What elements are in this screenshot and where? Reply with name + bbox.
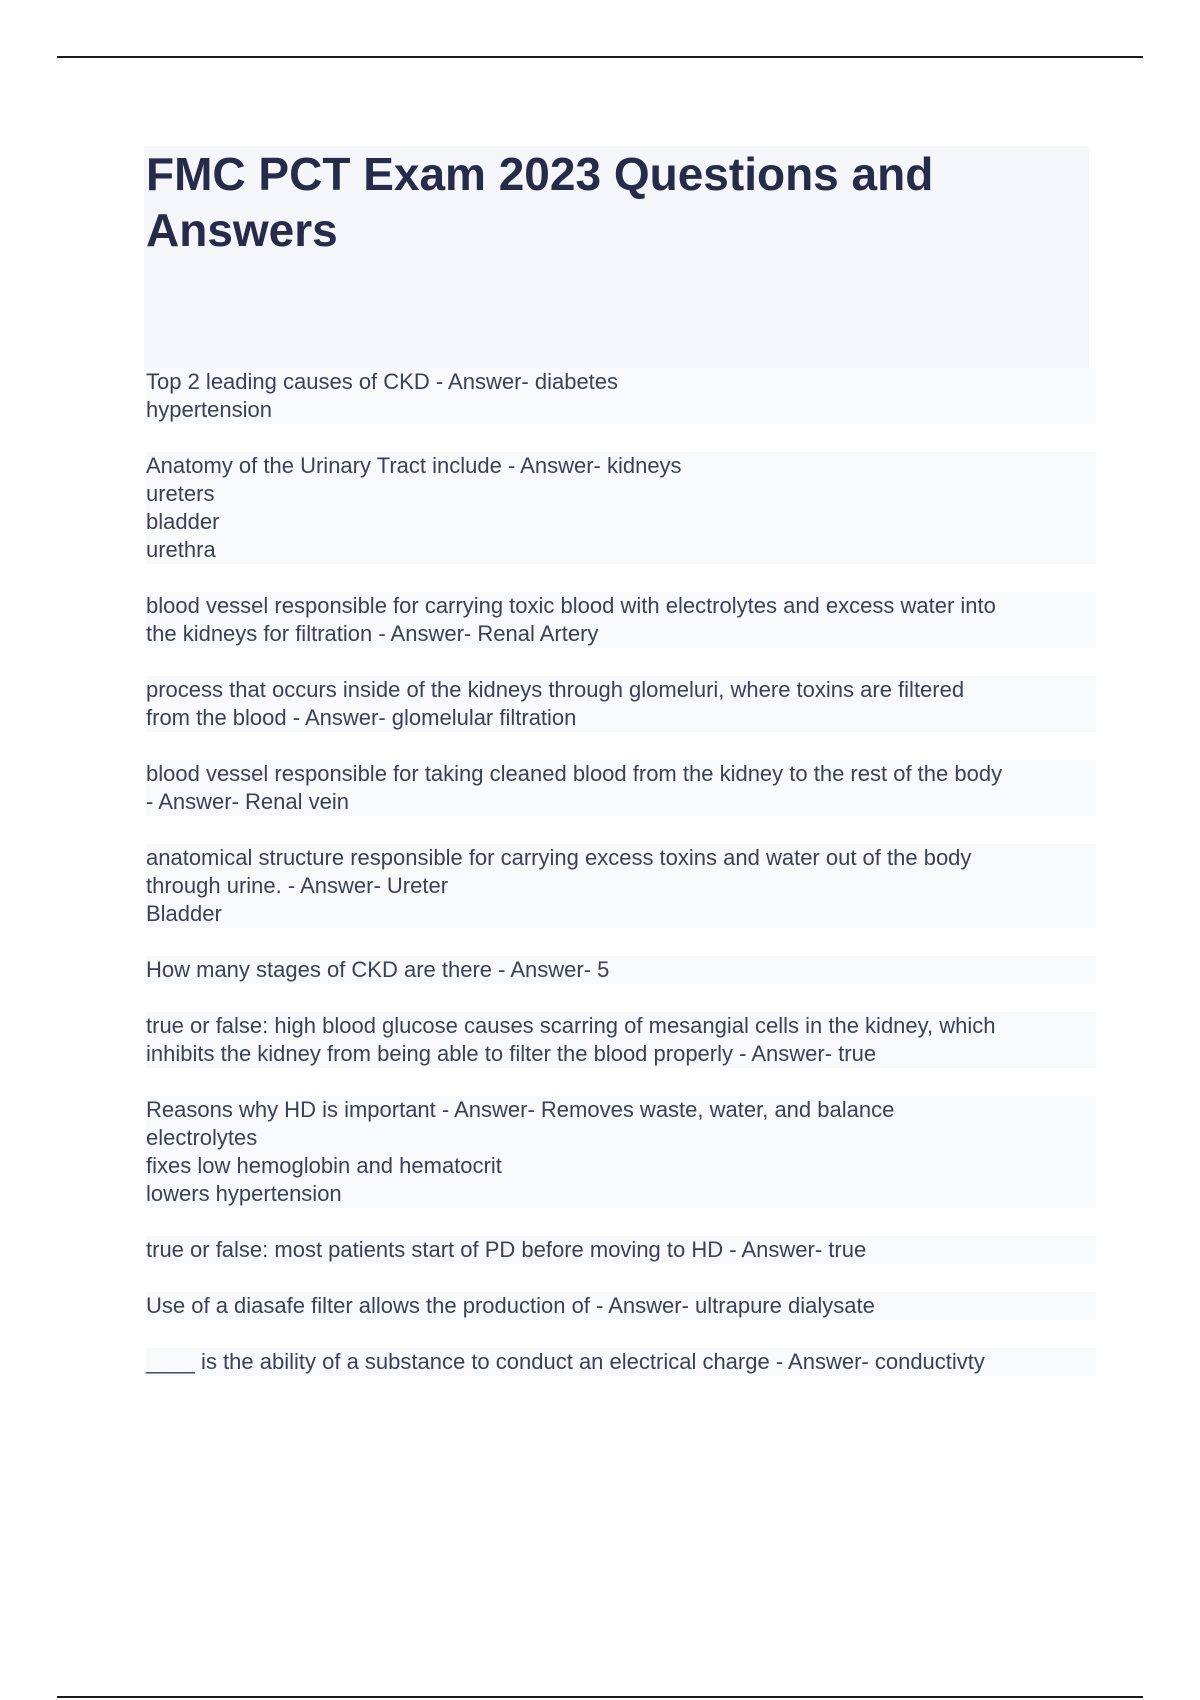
qa-item <box>146 1292 1096 1320</box>
bottom-divider <box>57 1696 1143 1698</box>
qa-line: Reasons why HD is important - Answer- Removes waste, water, and balance <box>146 1096 1096 1124</box>
qa-item <box>146 592 1096 648</box>
qa-item <box>146 1096 1096 1208</box>
qa-line: How many stages of CKD are there - Answer- 5 <box>146 956 1096 984</box>
qa-item <box>146 844 1096 928</box>
qa-line: blood vessel responsible for carrying toxic blood with electrolytes and excess water into <box>146 592 1096 620</box>
document-title: FMC PCT Exam 2023 Questions and Answers <box>146 148 934 256</box>
qa-line: true or false: high blood glucose causes scarring of mesangial cells in the kidney, which <box>146 1012 1096 1040</box>
qa-line: the kidneys for filtration - Answer- Renal Artery <box>146 620 1096 648</box>
qa-line: blood vessel responsible for taking cleaned blood from the kidney to the rest of the body <box>146 760 1096 788</box>
qa-item <box>146 760 1096 816</box>
qa-line: fixes low hemoglobin and hematocrit <box>146 1152 1096 1180</box>
qa-item <box>146 1236 1096 1264</box>
qa-item <box>146 1348 1096 1376</box>
qa-line: urethra <box>146 536 1096 564</box>
qa-line: true or false: most patients start of PD before moving to HD - Answer- true <box>146 1236 1096 1264</box>
qa-item <box>146 956 1096 984</box>
qa-item <box>146 1012 1096 1068</box>
qa-line: - Answer- Renal vein <box>146 788 1096 816</box>
qa-line: inhibits the kidney from being able to filter the blood properly - Answer- true <box>146 1040 1096 1068</box>
qa-line: Use of a diasafe filter allows the production of - Answer- ultrapure dialysate <box>146 1292 1096 1320</box>
top-divider <box>57 56 1143 58</box>
qa-line: ureters <box>146 480 1096 508</box>
qa-line: Bladder <box>146 900 1096 928</box>
qa-line: hypertension <box>146 396 1096 424</box>
qa-line: through urine. - Answer- Ureter <box>146 872 1096 900</box>
qa-item <box>146 452 1096 564</box>
qa-line: from the blood - Answer- glomelular filtration <box>146 704 1096 732</box>
qa-item <box>146 368 1096 424</box>
qa-item <box>146 676 1096 732</box>
qa-line: lowers hypertension <box>146 1180 1096 1208</box>
qa-line: Top 2 leading causes of CKD - Answer- diabetes <box>146 368 1096 396</box>
qa-line: anatomical structure responsible for carrying excess toxins and water out of the body <box>146 844 1096 872</box>
qa-line: electrolytes <box>146 1124 1096 1152</box>
qa-line: bladder <box>146 508 1096 536</box>
qa-list <box>146 368 1096 1404</box>
qa-line: Anatomy of the Urinary Tract include - Answer- kidneys <box>146 452 1096 480</box>
title-block <box>144 146 1089 368</box>
qa-line: process that occurs inside of the kidneys through glomeluri, where toxins are filtered <box>146 676 1096 704</box>
qa-line: ____ is the ability of a substance to conduct an electrical charge - Answer- conductivty <box>146 1348 1096 1376</box>
